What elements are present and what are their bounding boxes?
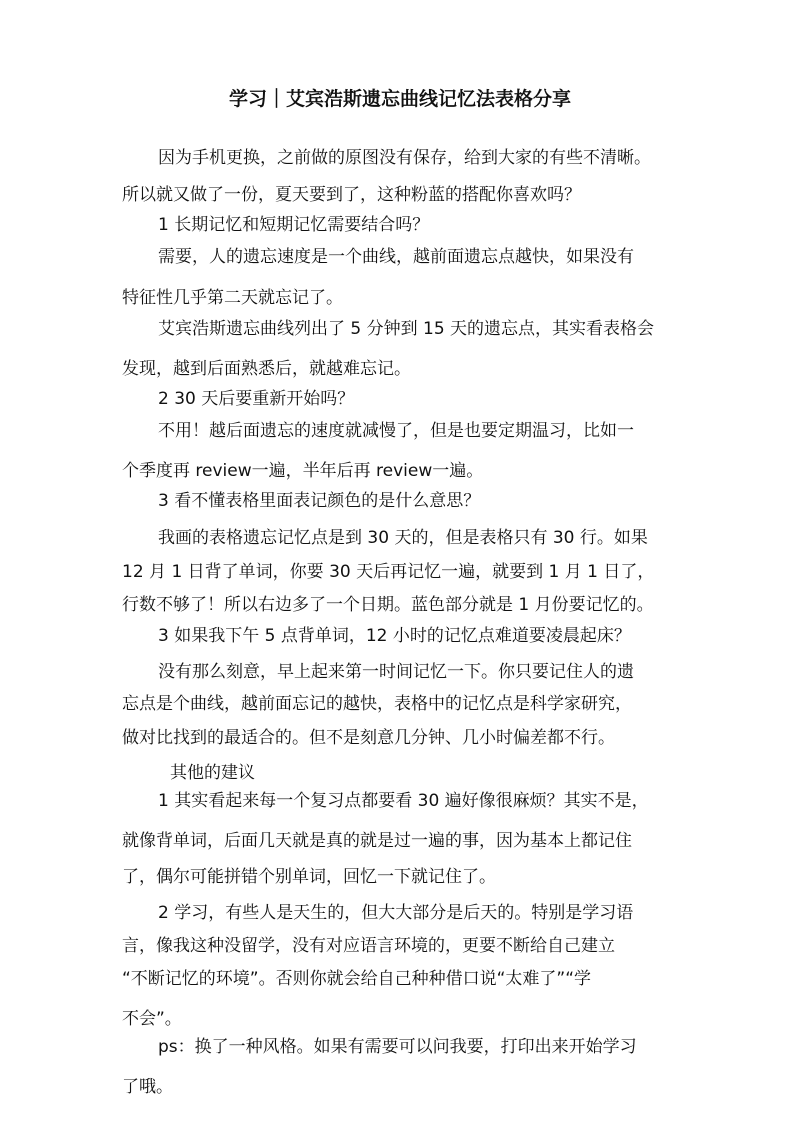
paragraph-line: 12 月 1 日背了单词，你要 30 天后再记忆一遍，就要到 1 月 1 日了， (122, 562, 655, 582)
paragraph-line: 言，像我这种没留学，没有对应语言环境的，更要不断给自己建立 (122, 936, 615, 956)
paragraph-line: 需要，人的遗忘速度是一个曲线，越前面遗忘点越快，如果没有 (158, 247, 634, 267)
paragraph-line: 3 如果我下午 5 点背单词，12 小时的记忆点难道要凌晨起床？ (158, 626, 631, 646)
paragraph-line: 行数不够了！所以右边多了一个日期。蓝色部分就是 1 月份要记忆的。 (122, 595, 654, 615)
section-heading: 其他的建议 (170, 763, 255, 783)
paragraph-line: 所以就又做了一份，夏天要到了，这种粉蓝的搭配你喜欢吗？ (122, 185, 581, 205)
paragraph-line: 1 其实看起来每一个复习点都要看 30 遍好像很麻烦？其实不是， (158, 791, 649, 811)
paragraph-line: 特征性几乎第二天就忘记了。 (122, 288, 343, 308)
paragraph-line: 不会”。 (122, 1009, 182, 1029)
paragraph-line: 发现，越到后面熟悉后，就越难忘记。 (122, 359, 411, 379)
paragraph-line: 了哦。 (122, 1077, 173, 1097)
paragraph-line: 3 看不懂表格里面表记颜色的是什么意思？ (158, 491, 481, 511)
paragraph-line: 忘点是个曲线，越前面忘记的越快，表格中的记忆点是科学家研究， (122, 694, 632, 714)
paragraph-line: ps：换了一种风格。如果有需要可以问我要，打印出来开始学习 (158, 1037, 637, 1057)
paragraph-line: 就像背单词，后面几天就是真的就是过一遍的事，因为基本上都记住 (122, 831, 632, 851)
paragraph-line: 因为手机更换，之前做的原图没有保存，给到大家的有些不清晰。 (158, 148, 651, 168)
paragraph-line: 了，偶尔可能拼错个别单词，回忆一下就记住了。 (122, 867, 496, 887)
paragraph-line: 我画的表格遗忘记忆点是到 30 天的，但是表格只有 30 行。如果 (158, 528, 648, 548)
paragraph-line: “不断记忆的环境”。否则你就会给自己种种借口说“太难了”“学 (122, 969, 592, 989)
paragraph-line: 个季度再 review一遍，半年后再 review一遍。 (122, 461, 484, 481)
paragraph-line: 艾宾浩斯遗忘曲线列出了 5 分钟到 15 天的遗忘点，其实看表格会 (158, 319, 655, 339)
paragraph-line: 1 长期记忆和短期记忆需要结合吗？ (158, 215, 430, 235)
paragraph-line: 没有那么刻意，早上起来第一时间记忆一下。你只要记住人的遗 (158, 662, 634, 682)
paragraph-line: 2 30 天后要重新开始吗？ (158, 389, 355, 409)
document-title: 学习｜艾宾浩斯遗忘曲线记忆法表格分享 (228, 88, 571, 110)
paragraph-line: 不用！越后面遗忘的速度就减慢了，但是也要定期温习，比如一 (158, 421, 634, 441)
paragraph-line: 2 学习，有些人是天生的，但大大部分是后天的。特别是学习语 (158, 903, 634, 923)
paragraph-line: 做对比找到的最适合的。但不是刻意几分钟、几小时偏差都不行。 (122, 728, 615, 748)
